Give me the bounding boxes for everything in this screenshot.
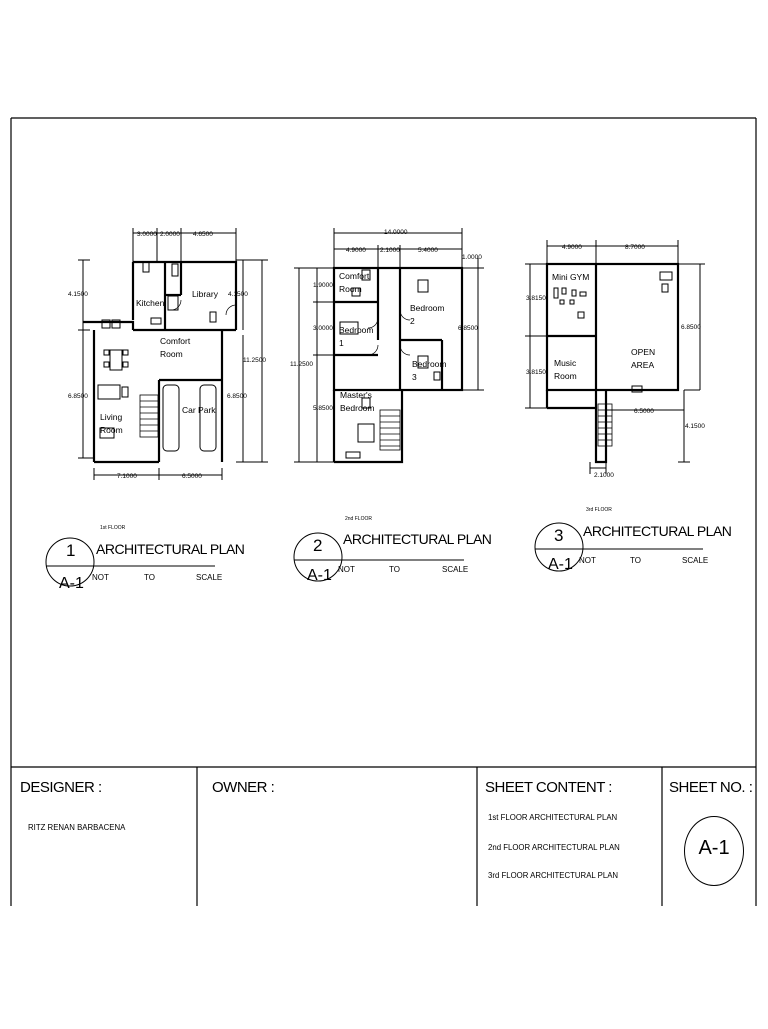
floor-plan-3-room-labels <box>552 272 655 381</box>
dim-text: 6.8500 <box>227 393 247 400</box>
dim-text: 6.8500 <box>458 325 478 332</box>
plan-title: ARCHITECTURAL PLAN <box>583 523 732 539</box>
dim-text: 2.1000 <box>380 247 400 254</box>
room-label: Room <box>554 371 577 381</box>
dim-text: 5.4000 <box>418 247 438 254</box>
plan-title: ARCHITECTURAL PLAN <box>96 541 245 557</box>
scale-word: SCALE <box>196 573 223 582</box>
sheet-no-label: SHEET NO. : <box>669 779 753 796</box>
designer-name: RITZ RENAN BARBACENA <box>28 822 126 832</box>
room-label: Bedroom <box>410 303 445 313</box>
plan-number: 2 <box>313 536 323 555</box>
room-label: Bedroom <box>340 403 375 413</box>
room-label: 2 <box>410 316 415 326</box>
dim-text: 1.0000 <box>462 254 482 261</box>
dim-text: 4.1500 <box>68 291 88 298</box>
dim-text: 4.9000 <box>346 247 366 254</box>
room-label: Bedroom <box>412 359 447 369</box>
plan-title-3 <box>535 507 731 573</box>
dim-text: 2.0000 <box>160 231 180 238</box>
scale-word: SCALE <box>442 565 469 574</box>
room-label: Library <box>192 289 218 299</box>
room-label: AREA <box>631 360 655 370</box>
plan-number: 3 <box>554 526 564 545</box>
dim-text: 4.1500 <box>228 291 248 298</box>
dim-text: 3.8150 <box>526 295 546 302</box>
sheet-content-item: 3rd FLOOR ARCHITECTURAL PLAN <box>488 870 619 880</box>
dim-text: 6.8500 <box>681 324 701 331</box>
floor-label: 1st FLOOR <box>100 525 126 531</box>
owner-label: OWNER : <box>212 779 275 796</box>
floor-plan-2 <box>294 228 484 462</box>
dim-text: 3.8150 <box>526 369 546 376</box>
scale-word: TO <box>389 565 400 574</box>
sheet-content-label: SHEET CONTENT : <box>485 779 612 796</box>
room-label: Kitchen <box>136 298 165 308</box>
room-label: Car Park <box>182 405 216 415</box>
dim-text: 4.6500 <box>193 231 213 238</box>
dim-text: 1.9000 <box>313 282 333 289</box>
sheet-ref: A-1 <box>59 575 84 592</box>
dim-text: 6.5000 <box>634 408 654 415</box>
plan-title-2 <box>294 516 491 584</box>
sheet-content-item: 1st FLOOR ARCHITECTURAL PLAN <box>488 812 618 822</box>
room-label: 3 <box>412 372 417 382</box>
dim-text: 3.0000 <box>313 325 333 332</box>
scale-word: NOT <box>579 556 596 565</box>
dim-text: 4.9000 <box>562 244 582 251</box>
dim-text: 2.1000 <box>594 472 614 479</box>
scale-word: NOT <box>338 565 355 574</box>
dim-text: 5.8500 <box>313 405 333 412</box>
sheet-no-circle <box>684 816 744 886</box>
sheet-ref: A-1 <box>548 556 573 573</box>
scale-word: SCALE <box>682 556 709 565</box>
room-label: Bedroom <box>339 325 374 335</box>
dim-text: 14.0000 <box>384 229 408 236</box>
sheet-content-item: 2nd FLOOR ARCHITECTURAL PLAN <box>488 842 620 852</box>
floor-label: 2nd FLOOR <box>345 516 372 522</box>
sheet-ref: A-1 <box>307 567 332 584</box>
dim-text: 3.0000 <box>137 231 157 238</box>
plan-title: ARCHITECTURAL PLAN <box>343 531 492 547</box>
dim-text: 7.1000 <box>117 473 137 480</box>
plan-title-1 <box>46 525 244 592</box>
room-label: Room <box>339 284 362 294</box>
room-label: Living <box>100 412 123 422</box>
designer-label: DESIGNER : <box>20 779 102 796</box>
sheet-border <box>11 118 756 906</box>
room-label: OPEN <box>631 347 656 357</box>
room-label: Master's <box>340 390 372 400</box>
room-label: Mini GYM <box>552 272 590 282</box>
floor-plan-2-room-labels <box>339 271 447 413</box>
room-label: Room <box>100 425 123 435</box>
room-label: Music <box>554 358 577 368</box>
dim-text: 6.8500 <box>68 393 88 400</box>
dim-text: 4.1500 <box>685 423 705 430</box>
room-label: Comfort <box>160 336 191 346</box>
dim-text: 6.5000 <box>182 473 202 480</box>
sheet-no-value: A-1 <box>698 837 730 859</box>
room-label: Comfort <box>339 271 370 281</box>
dim-text: 11.2500 <box>243 357 267 364</box>
room-label: 1 <box>339 338 344 348</box>
floor-label: 3rd FLOOR <box>586 507 612 513</box>
floor-plan-2-dim-text <box>290 229 482 412</box>
dim-text: 8.7000 <box>625 244 645 251</box>
scale-word: TO <box>144 573 155 582</box>
scale-word: NOT <box>92 573 109 582</box>
plan-number: 1 <box>66 541 76 560</box>
room-label: Room <box>160 349 183 359</box>
dim-text: 11.2500 <box>290 361 314 368</box>
scale-word: TO <box>630 556 641 565</box>
